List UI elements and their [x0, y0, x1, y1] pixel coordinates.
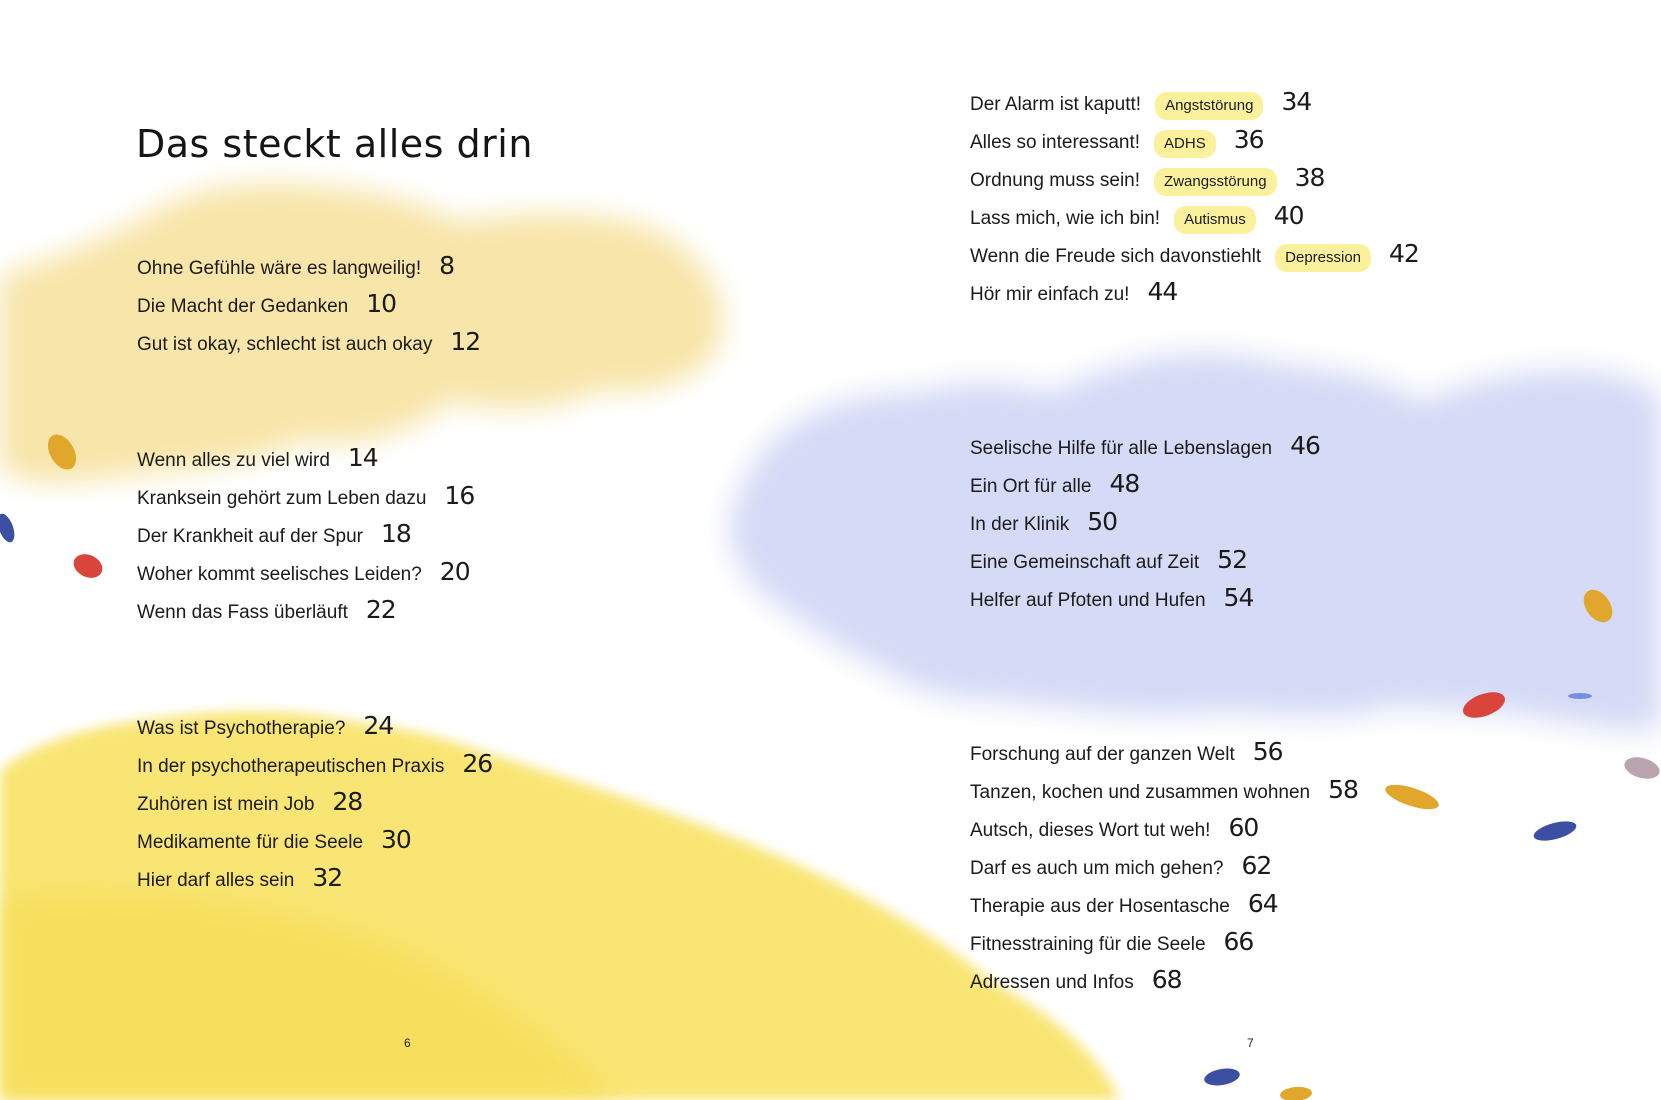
folio-right: 7: [1247, 1036, 1254, 1050]
diagnosis-tag: Zwangsstörung: [1154, 168, 1277, 196]
entry-page-number: 24: [363, 711, 394, 740]
entry-page-number: 42: [1389, 239, 1419, 268]
entry-page-number: 44: [1147, 277, 1178, 306]
toc-entry[interactable]: [970, 201, 1304, 234]
entry-page-number: 64: [1247, 889, 1278, 918]
toc-entry[interactable]: [970, 889, 1278, 919]
entry-page-number: 62: [1241, 851, 1272, 880]
entry-title: Hier darf alles sein: [137, 870, 295, 891]
entry-title: Autsch, dieses Wort tut weh!: [970, 820, 1211, 841]
entry-title: Kranksein gehört zum Leben dazu: [137, 488, 427, 509]
toc-entry[interactable]: [137, 443, 378, 473]
entry-title: Ein Ort für alle: [970, 476, 1092, 497]
entry-page-number: 66: [1223, 927, 1254, 956]
toc-entry[interactable]: [970, 239, 1419, 272]
toc-entry[interactable]: [970, 813, 1259, 843]
toc-entry[interactable]: [970, 927, 1254, 957]
entry-title: Ohne Gefühle wäre es langweilig!: [137, 258, 422, 279]
entry-title: Forschung auf der ganzen Welt: [970, 744, 1235, 765]
entry-title: Medikamente für die Seele: [137, 832, 364, 853]
entry-title: Ordnung muss sein!: [970, 170, 1141, 191]
entry-page-number: 14: [347, 443, 378, 472]
toc-entry[interactable]: [137, 825, 411, 855]
entry-title: Therapie aus der Hosentasche: [970, 896, 1230, 917]
entry-title: Fitnesstraining für die Seele: [970, 934, 1206, 955]
diagnosis-tag: ADHS: [1154, 130, 1216, 158]
entry-page-number: 68: [1151, 965, 1182, 994]
entry-title: Was ist Psychotherapie?: [137, 718, 346, 739]
toc-entry[interactable]: [970, 125, 1264, 158]
entry-page-number: 48: [1109, 469, 1140, 498]
entry-title: Woher kommt seelisches Leiden?: [137, 564, 422, 585]
toc-entry[interactable]: [970, 583, 1254, 613]
toc-entry[interactable]: [970, 737, 1283, 767]
entry-title: Wenn die Freude sich davonstiehlt: [970, 246, 1262, 267]
toc-entry[interactable]: [970, 469, 1140, 499]
entry-title: Gut ist okay, schlecht ist auch okay: [137, 334, 433, 355]
entry-page-number: 34: [1281, 87, 1312, 116]
toc-entry[interactable]: [970, 965, 1182, 995]
entry-title: In der Klinik: [970, 514, 1070, 535]
diagnosis-tag: Autismus: [1174, 206, 1256, 234]
entry-title: Die Macht der Gedanken: [137, 296, 349, 317]
entry-title: Der Alarm ist kaputt!: [970, 94, 1142, 115]
entry-page-number: 20: [439, 557, 470, 586]
entry-title: Wenn alles zu viel wird: [137, 450, 330, 471]
toc-entry[interactable]: [970, 851, 1272, 881]
entry-title: Adressen und Infos: [970, 972, 1134, 993]
toc-entry[interactable]: [137, 481, 475, 511]
entry-title: Lass mich, wie ich bin!: [970, 208, 1161, 229]
entry-title: Darf es auch um mich gehen?: [970, 858, 1224, 879]
toc-entry[interactable]: [970, 87, 1312, 120]
entry-title: Wenn das Fass überläuft: [137, 602, 348, 623]
entry-page-number: 50: [1087, 507, 1118, 536]
entry-title: In der psychotherapeutischen Praxis: [137, 756, 445, 777]
entry-page-number: 36: [1233, 125, 1264, 154]
entry-page-number: 26: [462, 749, 493, 778]
entry-page-number: 32: [312, 863, 343, 892]
entry-page-number: 60: [1228, 813, 1259, 842]
page-title: Das steckt alles drin: [136, 122, 533, 166]
entry-page-number: 10: [366, 289, 397, 318]
entry-title: Helfer auf Pfoten und Hufen: [970, 590, 1206, 611]
toc-entry[interactable]: [137, 289, 397, 319]
toc-entry[interactable]: [137, 595, 396, 625]
toc-entry[interactable]: [137, 327, 481, 357]
toc-entry[interactable]: [970, 775, 1358, 805]
entry-title: Hör mir einfach zu!: [970, 284, 1130, 305]
entry-page-number: 12: [450, 327, 481, 356]
entry-title: Zuhören ist mein Job: [137, 794, 315, 815]
diagnosis-tag: Angststörung: [1155, 92, 1263, 120]
entry-page-number: 46: [1290, 431, 1320, 460]
folio-left: 6: [404, 1036, 411, 1050]
toc-entry[interactable]: [137, 863, 343, 893]
diagnosis-tag: Depression: [1275, 244, 1371, 272]
toc-entry[interactable]: [137, 787, 363, 817]
entry-title: Seelische Hilfe für alle Lebenslagen: [970, 438, 1273, 459]
entry-title: Eine Gemeinschaft auf Zeit: [970, 552, 1200, 573]
entry-page-number: 58: [1328, 775, 1358, 804]
toc-entry[interactable]: [137, 557, 470, 587]
entry-page-number: 16: [444, 481, 475, 510]
toc-entry[interactable]: [970, 545, 1247, 575]
entry-title: Der Krankheit auf der Spur: [137, 526, 364, 547]
toc-entry[interactable]: [137, 749, 493, 779]
entry-page-number: 30: [381, 825, 411, 854]
toc-entry[interactable]: [137, 711, 394, 741]
entry-page-number: 38: [1294, 163, 1325, 192]
entry-page-number: 56: [1252, 737, 1283, 766]
entry-page-number: 52: [1217, 545, 1247, 574]
entry-title: Alles so interessant!: [970, 132, 1141, 153]
entry-page-number: 54: [1223, 583, 1254, 612]
toc-entry[interactable]: [970, 431, 1320, 461]
entry-page-number: 18: [381, 519, 411, 548]
toc-entry[interactable]: [970, 163, 1325, 196]
entry-page-number: 40: [1273, 201, 1304, 230]
entry-title: Tanzen, kochen und zusammen wohnen: [970, 782, 1311, 803]
entry-page-number: 22: [365, 595, 396, 624]
toc-entry[interactable]: [970, 277, 1178, 307]
toc-entry[interactable]: [970, 507, 1118, 537]
entry-page-number: 8: [439, 251, 455, 280]
toc-entry[interactable]: [137, 251, 455, 281]
entry-page-number: 28: [332, 787, 363, 816]
toc-entry[interactable]: [137, 519, 411, 549]
